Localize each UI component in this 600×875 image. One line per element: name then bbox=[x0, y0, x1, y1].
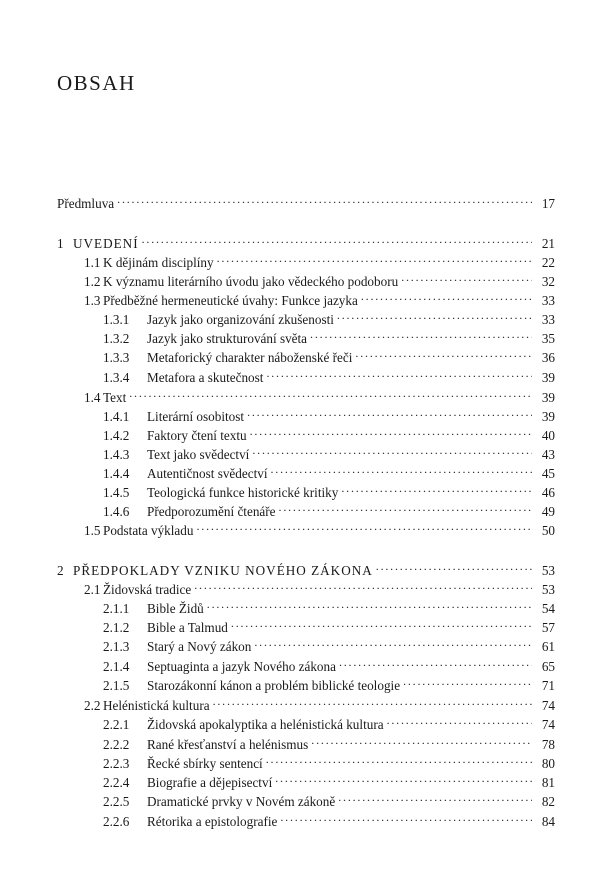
toc-entry-title: Text bbox=[103, 390, 127, 405]
toc-entry-page: 61 bbox=[541, 639, 555, 654]
toc-entry-title: Autentičnost svědectví bbox=[147, 466, 268, 481]
dot-leader bbox=[252, 441, 532, 459]
toc-entry-number: 2.2.4 bbox=[103, 775, 130, 790]
toc-entry-number: 2.2.1 bbox=[103, 717, 130, 732]
toc-entry-title: K významu literárního úvodu jako vědeckého podoboru bbox=[103, 274, 399, 289]
dot-leader bbox=[247, 403, 532, 421]
dot-leader bbox=[194, 576, 532, 594]
toc-entry-title: Teologická funkce historické kritiky bbox=[147, 485, 339, 500]
toc-entry-number: 2.2.6 bbox=[103, 814, 130, 829]
toc-entry-number: 1.5 bbox=[84, 523, 101, 538]
toc-entry bbox=[103, 808, 555, 829]
toc-entry bbox=[103, 672, 555, 693]
toc-entry-title: Starozákonní kánon a problém biblické teologie bbox=[147, 678, 401, 693]
toc-entry-number: 2.2.5 bbox=[103, 794, 130, 809]
toc-entry-title: Helénistická kultura bbox=[103, 698, 210, 713]
dot-leader bbox=[129, 384, 532, 402]
toc-entry-number: 2.2.2 bbox=[103, 737, 130, 752]
toc-entry-number: 1.4.4 bbox=[103, 466, 130, 481]
toc-entry-number: 2.2 bbox=[84, 698, 101, 713]
toc-entry bbox=[103, 653, 555, 674]
toc-entry-title: Předmluva bbox=[57, 196, 115, 211]
toc-entry-page: 43 bbox=[541, 447, 555, 462]
page-title: OBSAH bbox=[57, 71, 136, 95]
toc-entry bbox=[84, 517, 555, 538]
toc-entry-page: 65 bbox=[541, 659, 555, 674]
dot-leader bbox=[279, 498, 532, 516]
toc-entry-page: 80 bbox=[541, 756, 555, 771]
dot-leader bbox=[311, 731, 532, 749]
toc-entry-page: 49 bbox=[541, 504, 555, 519]
toc-entry-title: Septuaginta a jazyk Nového zákona bbox=[147, 659, 336, 674]
toc-entry-page: 54 bbox=[541, 601, 555, 616]
toc-entry-page: 57 bbox=[541, 620, 555, 635]
toc-entry-number: 1.3.2 bbox=[103, 331, 130, 346]
toc-entry bbox=[103, 364, 555, 385]
toc-entry-page: 33 bbox=[541, 312, 555, 327]
toc-entry-number: 2.1.4 bbox=[103, 659, 130, 674]
dot-leader bbox=[117, 190, 532, 208]
toc-entry-number: 2.2.3 bbox=[103, 756, 130, 771]
toc-entry-page: 81 bbox=[541, 775, 555, 790]
toc-entry-title: Literární osobitost bbox=[147, 409, 245, 424]
toc-entry-title: Faktory čtení textu bbox=[147, 428, 247, 443]
toc-entry-page: 78 bbox=[541, 737, 555, 752]
dot-leader bbox=[196, 517, 532, 535]
toc-entry bbox=[103, 344, 555, 365]
toc-entry-number: 1.4.2 bbox=[103, 428, 130, 443]
dot-leader bbox=[266, 364, 532, 382]
dot-leader bbox=[207, 595, 532, 613]
toc-entry-title: Text jako svědectví bbox=[147, 447, 250, 462]
toc-entry-number: 1.4.3 bbox=[103, 447, 130, 462]
toc-entry bbox=[57, 230, 555, 251]
toc-entry-number: 2.1.5 bbox=[103, 678, 130, 693]
toc-entry bbox=[103, 306, 555, 327]
toc-entry-number: 2.1 bbox=[84, 582, 101, 597]
toc-entry bbox=[103, 460, 555, 481]
dot-leader bbox=[217, 249, 532, 267]
toc-entry bbox=[103, 731, 555, 752]
toc-entry-title: Předběžné hermeneutické úvahy: Funkce jazyka bbox=[103, 293, 358, 308]
dot-leader bbox=[361, 287, 532, 305]
toc-entry-number: 2.1.1 bbox=[103, 601, 130, 616]
dot-leader bbox=[401, 268, 532, 286]
toc-entry-page: 50 bbox=[541, 523, 555, 538]
dot-leader bbox=[339, 653, 532, 671]
toc-entry-number: 1.4.5 bbox=[103, 485, 130, 500]
toc-entry bbox=[103, 422, 555, 443]
toc-entry-number: 1.4.1 bbox=[103, 409, 130, 424]
toc-entry-number: 1.3.3 bbox=[103, 350, 130, 365]
dot-leader bbox=[280, 808, 532, 826]
toc-entry-title: Jazyk jako strukturování světa bbox=[147, 331, 308, 346]
dot-leader bbox=[387, 711, 532, 729]
toc-entry bbox=[103, 711, 555, 732]
toc-entry bbox=[103, 325, 555, 346]
dot-leader bbox=[310, 325, 532, 343]
toc-entry-number: 1.3.1 bbox=[103, 312, 130, 327]
toc-entry-title: Dramatické prvky v Novém zákoně bbox=[147, 794, 336, 809]
toc-entry-title: UVEDENÍ bbox=[73, 236, 139, 251]
toc-entry-number: 1.3 bbox=[84, 293, 101, 308]
toc-entry-page: 17 bbox=[541, 196, 555, 211]
toc-entry-page: 33 bbox=[541, 293, 555, 308]
toc-entry-page: 22 bbox=[541, 255, 555, 270]
toc-entry bbox=[103, 403, 555, 424]
dot-leader bbox=[337, 306, 532, 324]
toc-entry bbox=[103, 788, 555, 809]
dot-leader bbox=[213, 692, 532, 710]
toc-entry-page: 21 bbox=[541, 236, 555, 251]
dot-leader bbox=[231, 614, 532, 632]
toc-entry bbox=[103, 441, 555, 462]
dot-leader bbox=[355, 344, 532, 362]
toc-entry-title: Podstata výkladu bbox=[103, 523, 194, 538]
toc-entry-page: 35 bbox=[541, 331, 555, 346]
dot-leader bbox=[254, 633, 532, 651]
toc-entry-number: 2.1.2 bbox=[103, 620, 130, 635]
toc-entry-page: 71 bbox=[541, 678, 555, 693]
toc-entry bbox=[103, 750, 555, 771]
toc-entry-page: 53 bbox=[541, 582, 555, 597]
toc-entry-page: 53 bbox=[541, 563, 555, 578]
toc-entry-number: 1.4 bbox=[84, 390, 101, 405]
toc-entry-title: Bible a Talmud bbox=[147, 620, 228, 635]
toc-entry bbox=[84, 576, 555, 597]
toc-entry bbox=[57, 190, 555, 211]
toc-entry-number: 2.1.3 bbox=[103, 639, 130, 654]
toc-entry-page: 74 bbox=[541, 717, 555, 732]
toc-entry bbox=[103, 595, 555, 616]
toc-entry-number: 1.4.6 bbox=[103, 504, 130, 519]
toc-entry bbox=[103, 633, 555, 654]
toc-entry-page: 39 bbox=[541, 390, 555, 405]
dot-leader bbox=[338, 788, 532, 806]
toc-entry-title: K dějinám disciplíny bbox=[103, 255, 214, 270]
dot-leader bbox=[142, 230, 532, 248]
toc-entry bbox=[103, 479, 555, 500]
toc-entry bbox=[103, 769, 555, 790]
toc-entry bbox=[84, 249, 555, 270]
toc-entry-page: 32 bbox=[541, 274, 555, 289]
toc-entry-title: Řecké sbírky sentencí bbox=[147, 756, 263, 771]
dot-leader bbox=[271, 460, 533, 478]
toc-entry-page: 74 bbox=[541, 698, 555, 713]
toc-entry-number: 2 bbox=[57, 563, 64, 578]
toc-entry bbox=[57, 557, 555, 578]
toc-entry-page: 84 bbox=[541, 814, 555, 829]
toc-entry-page: 46 bbox=[541, 485, 555, 500]
toc-entry-page: 45 bbox=[541, 466, 555, 481]
toc-entry-title: Předporozumění čtenáře bbox=[147, 504, 276, 519]
toc-entry-title: PŘEDPOKLADY VZNIKU NOVÉHO ZÁKONA bbox=[73, 563, 373, 578]
toc-entry-page: 36 bbox=[541, 350, 555, 365]
toc-entry-title: Metaforický charakter náboženské řeči bbox=[147, 350, 353, 365]
dot-leader bbox=[250, 422, 532, 440]
toc-entry bbox=[84, 384, 555, 405]
toc-entry bbox=[103, 614, 555, 635]
dot-leader bbox=[341, 479, 532, 497]
toc-entry-title: Metafora a skutečnost bbox=[147, 370, 264, 385]
toc-entry-title: Bible Židů bbox=[147, 601, 204, 616]
dot-leader bbox=[403, 672, 532, 690]
toc-entry-title: Židovská apokalyptika a helénistická kultura bbox=[147, 717, 384, 732]
toc-entry bbox=[84, 268, 555, 289]
toc-entry-title: Biografie a dějepisectví bbox=[147, 775, 273, 790]
toc-entry-page: 82 bbox=[541, 794, 555, 809]
toc-entry-number: 1 bbox=[57, 236, 64, 251]
toc-entry-title: Rétorika a epistolografie bbox=[147, 814, 278, 829]
dot-leader bbox=[275, 769, 532, 787]
toc-entry bbox=[84, 287, 555, 308]
toc-entry-page: 39 bbox=[541, 409, 555, 424]
toc-entry-title: Jazyk jako organizování zkušenosti bbox=[147, 312, 334, 327]
toc-entry-number: 1.2 bbox=[84, 274, 101, 289]
toc-entry-number: 1.1 bbox=[84, 255, 101, 270]
dot-leader bbox=[376, 557, 532, 575]
toc-entry-title: Židovská tradice bbox=[103, 582, 192, 597]
toc-entry-page: 40 bbox=[541, 428, 555, 443]
toc-entry-title: Starý a Nový zákon bbox=[147, 639, 252, 654]
toc-entry bbox=[84, 692, 555, 713]
toc-entry bbox=[103, 498, 555, 519]
toc-entry-title: Rané křesťanství a helénismus bbox=[147, 737, 309, 752]
toc-entry-number: 1.3.4 bbox=[103, 370, 130, 385]
toc-entry-page: 39 bbox=[541, 370, 555, 385]
dot-leader bbox=[266, 750, 532, 768]
